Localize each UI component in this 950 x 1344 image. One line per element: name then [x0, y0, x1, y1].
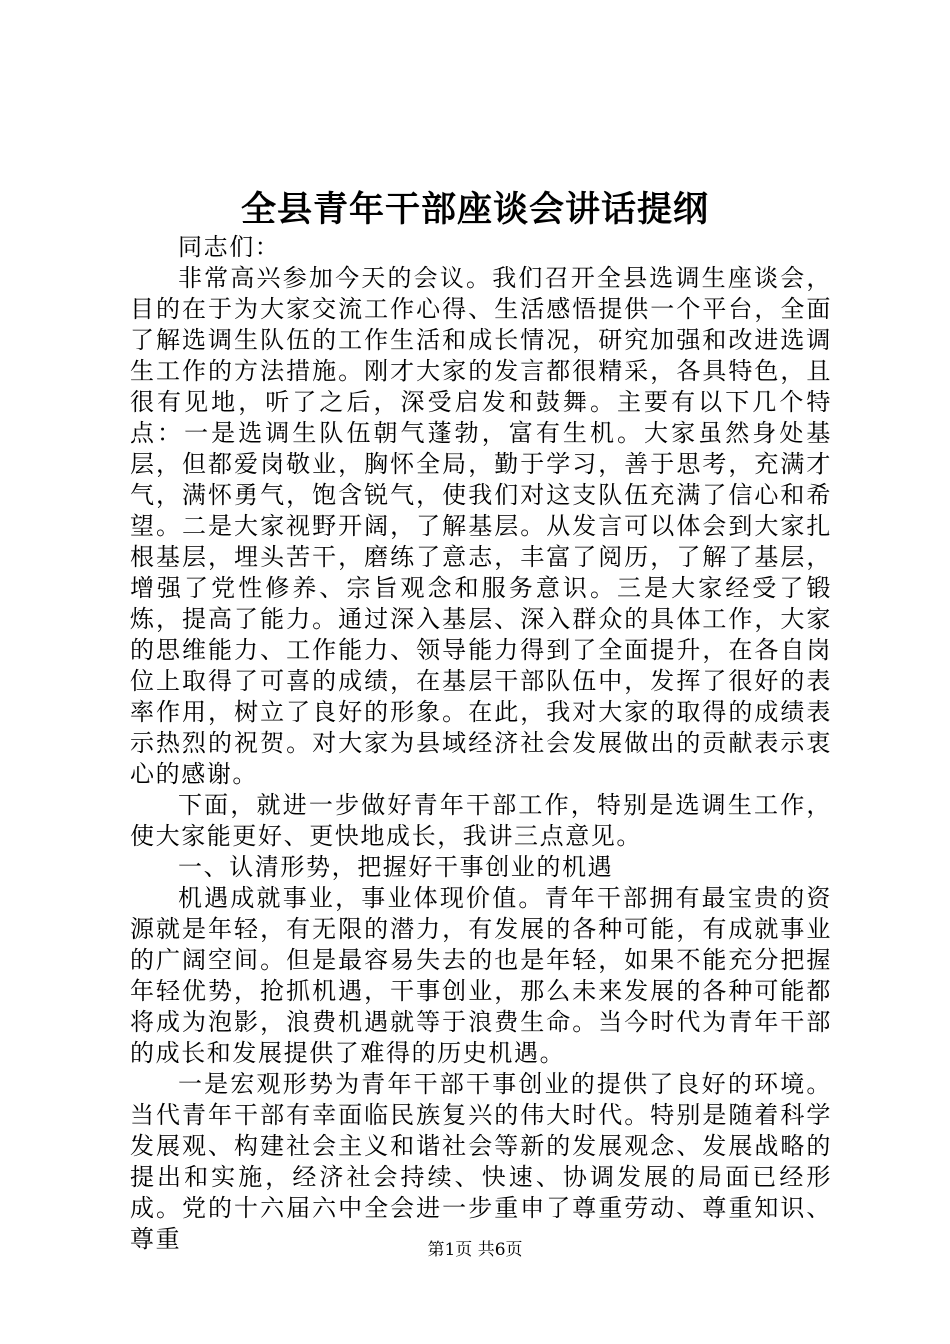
paragraph: 非常高兴参加今天的会议。我们召开全县选调生座谈会，目的在于为大家交流工作心得、生活感悟提供一个平台，全面了解选调生队伍的工作生活和成长情况，研究加强和改进选调生工作的方法措施。刚才大家的发言都很精采，各具特色，且很有见地，听了之后，深受启发和鼓舞。主要有以下几个特点：一是选调生队伍朝气蓬勃，富有生机。大家虽然身处基层，但都爱岗敬业，胸怀全局，勤于学习，善于思考，充满才气，满怀勇气，饱含锐气，使我们对这支队伍充满了信心和希望。二是大家视野开阔，了解基层。从发言可以体会到大家扎根基层，埋头苦干，磨练了意志，丰富了阅历，了解了基层，增强了党性修养、宗旨观念和服务意识。三是大家经受了锻炼，提高了能力。通过深入基层、深入群众的具体工作，大家的思维能力、工作能力、领导能力得到了全面提升，在各自岗位上取得了可喜的成绩，在基层干部队伍中，发挥了很好的表率作用，树立了良好的形象。在此，我对大家的取得的成绩表示热烈的祝贺。对大家为县域经济社会发展做出的贡献表示衷心的感谢。 — [130, 264, 832, 788]
paragraph: 一是宏观形势为青年干部干事创业的提供了良好的环境。当代青年干部有幸面临民族复兴的伟大时代。特别是随着科学发展观、构建社会主义和谐社会等新的发展观念、发展战略的提出和实施，经济社会持续、快速、协调发展的局面已经形成。党的十六届六中全会进一步重申了尊重劳动、尊重知识、尊重 — [130, 1070, 832, 1253]
paragraph: 机遇成就事业，事业体现价值。青年干部拥有最宝贵的资源就是年轻，有无限的潜力，有发展的各种可能，有成就事业的广阔空间。但是最容易失去的也是年轻，如果不能充分把握年轻优势，抢抓机遇，干事创业，那么未来发展的各种可能都将成为泡影，浪费机遇就等于浪费生命。当今时代为青年干部的成长和发展提供了难得的历史机遇。 — [130, 884, 832, 1067]
section-heading: 一、认清形势，把握好干事创业的机遇 — [178, 853, 614, 881]
salutation: 同志们： — [178, 233, 281, 261]
document-body — [130, 232, 832, 1255]
paragraph: 下面，就进一步做好青年干部工作，特别是选调生工作，使大家能更好、更快地成长，我讲三点意见。 — [130, 791, 832, 850]
page-footer: 第1页 共6页 — [427, 1240, 523, 1260]
document-title: 全县青年干部座谈会讲话提纲 — [240, 189, 709, 230]
